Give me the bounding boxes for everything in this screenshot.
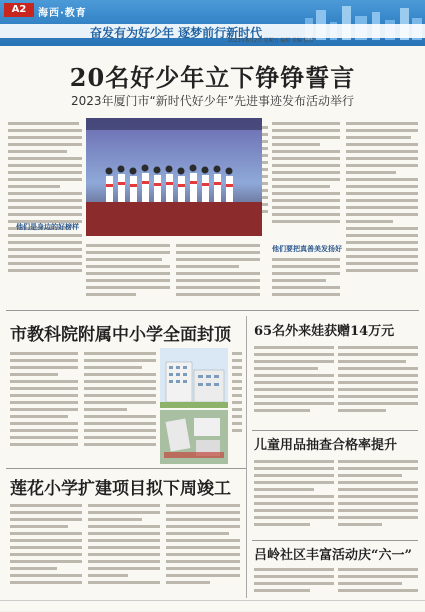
slogan-text: 奋发有为好少年 逐梦前行新时代 [90,26,263,40]
side3-col-1 [254,564,334,598]
section-heading-role-models: 他们是身边的好榜样 [16,223,79,231]
main-photo-stage [86,118,262,236]
side1-col-1 [254,342,334,426]
main-article-col-4 [272,118,340,242]
side2-col-2 [338,456,418,536]
article2-headline: 市教科院附属中小学全面封顶 [10,325,231,345]
school-aerial-graphic [160,410,228,464]
stage-photo-graphic [86,118,262,236]
side1-col-2 [338,342,418,426]
column-divider [246,316,247,598]
main-article-col-3 [176,240,260,306]
article2-col-1 [10,348,78,464]
article3-col-1 [10,500,82,596]
side2-col-1 [254,456,334,536]
section-heading-virtues: 他们要把真善美发扬好 [272,245,342,253]
side3-headline: 吕岭社区丰富活动庆“六一” [254,548,412,563]
article3-col-2 [88,500,160,596]
masthead-banner [0,0,425,46]
school-building-graphic [160,348,228,408]
side2-divider [252,540,418,541]
article2-col-3 [232,348,242,464]
side2-headline: 儿童用品抽查合格率提升 [254,438,398,453]
main-article-col-4b [272,254,340,306]
school-aerial-photo [160,410,228,464]
main-article-col-2 [86,240,170,306]
photo-caption-vertical [262,122,268,232]
article2-divider [6,468,246,469]
article3-headline: 莲花小学扩建项目拟下周竣工 [10,479,231,499]
section-divider [6,310,419,311]
date-line: 2023年6月2日 星期五 编辑 美编 校对 [228,38,314,44]
main-headline: 20名好少年立下铮铮誓言 [69,63,356,92]
side1-divider [252,430,418,431]
side3-col-2 [338,564,418,598]
school-building-photo [160,348,228,408]
main-article-col-1 [8,118,82,298]
column-name: 海西·教育 [38,8,87,19]
main-subhead: 2023年厦门市“新时代好少年”先进事迹发布活动举行 [71,94,354,108]
page-number: A2 [4,3,34,17]
article3-col-3 [166,500,240,596]
page-footer [0,600,425,612]
main-article-col-5 [346,118,418,306]
side1-headline: 65名外来娃获赠14万元 [254,324,395,339]
article2-col-2 [84,348,156,464]
